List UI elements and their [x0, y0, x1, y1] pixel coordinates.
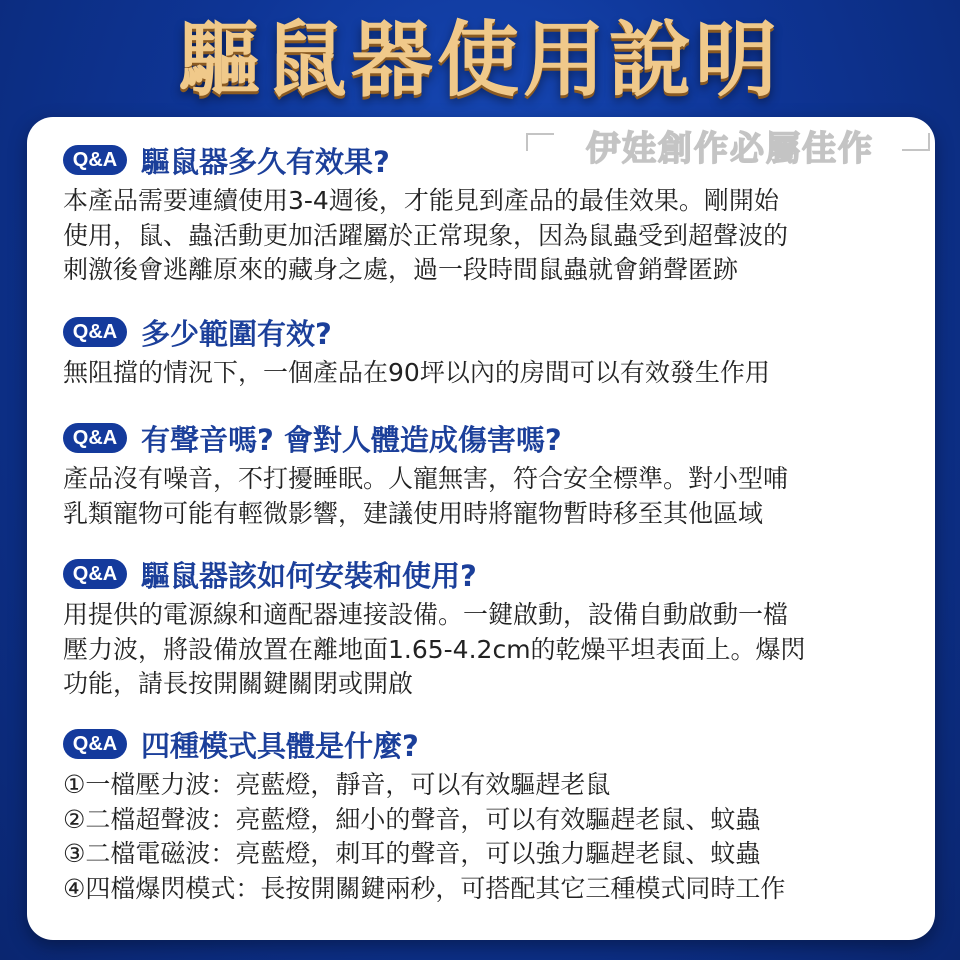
question-text: 驅鼠器該如何安裝和使用? [141, 558, 477, 593]
answer-text: 用提供的電源線和適配器連接設備。一鍵啟動，設備自動啟動一檔 壓力波，將設備放置在離地面1.65-4.2cm的乾燥平坦表面上。爆閃 功能，請長按開關鍵關閉或開啟 [63, 600, 806, 698]
question-text: 有聲音嗎? 會對人體造成傷害嗎? [141, 422, 562, 457]
answer-text: 產品沒有噪音，不打擾睡眠。人寵無害，符合安全標準。對小型哺 乳類寵物可能有輕微影響，建議使用時將寵物暫時移至其他區域 [63, 464, 789, 528]
qa-badge: Q&A [63, 145, 127, 175]
answer-text: ①一檔壓力波：亮藍燈，靜音，可以有效驅趕老鼠 ②二檔超聲波：亮藍燈，細小的聲音，可以有效驅趕老鼠、蚊蟲 ③二檔電磁波：亮藍燈，刺耳的聲音，可以強力驅趕老鼠、蚊蟲 ④四檔爆閃模式：長按開關鍵兩秒，可搭配其它三種模式同時工作 [63, 770, 786, 903]
faq-item-3 [63, 418, 913, 531]
qa-badge: Q&A [63, 317, 127, 347]
qa-badge: Q&A [63, 559, 127, 589]
faq-item-2 [63, 312, 913, 391]
question-text: 驅鼠器多久有效果? [141, 144, 390, 179]
faq-item-1 [63, 140, 913, 288]
qa-badge: Q&A [63, 729, 127, 759]
question-row [63, 724, 913, 764]
faq-item-5 [63, 724, 913, 906]
watermark-text: 伊娃創作必屬佳作 [586, 128, 874, 169]
question-row [63, 554, 913, 594]
answer-text: 本產品需要連續使用3-4週後，才能見到產品的最佳效果。剛開始 使用，鼠、蟲活動更加活躍屬於正常現象，因為鼠蟲受到超聲波的 刺激後會逃離原來的藏身之處，過一段時間鼠蟲就會銷聲匿跡 [63, 186, 789, 284]
question-text: 多少範圍有效? [141, 316, 332, 351]
question-row [63, 140, 913, 180]
question-text: 四種模式具體是什麼? [141, 728, 419, 763]
question-row [63, 312, 913, 352]
faq-item-4 [63, 554, 913, 702]
question-row [63, 418, 913, 458]
qa-badge: Q&A [63, 423, 127, 453]
page-title: 驅鼠器使用說明 [178, 13, 781, 108]
answer-text: 無阻擋的情況下，一個產品在90坪以內的房間可以有效發生作用 [63, 358, 770, 387]
